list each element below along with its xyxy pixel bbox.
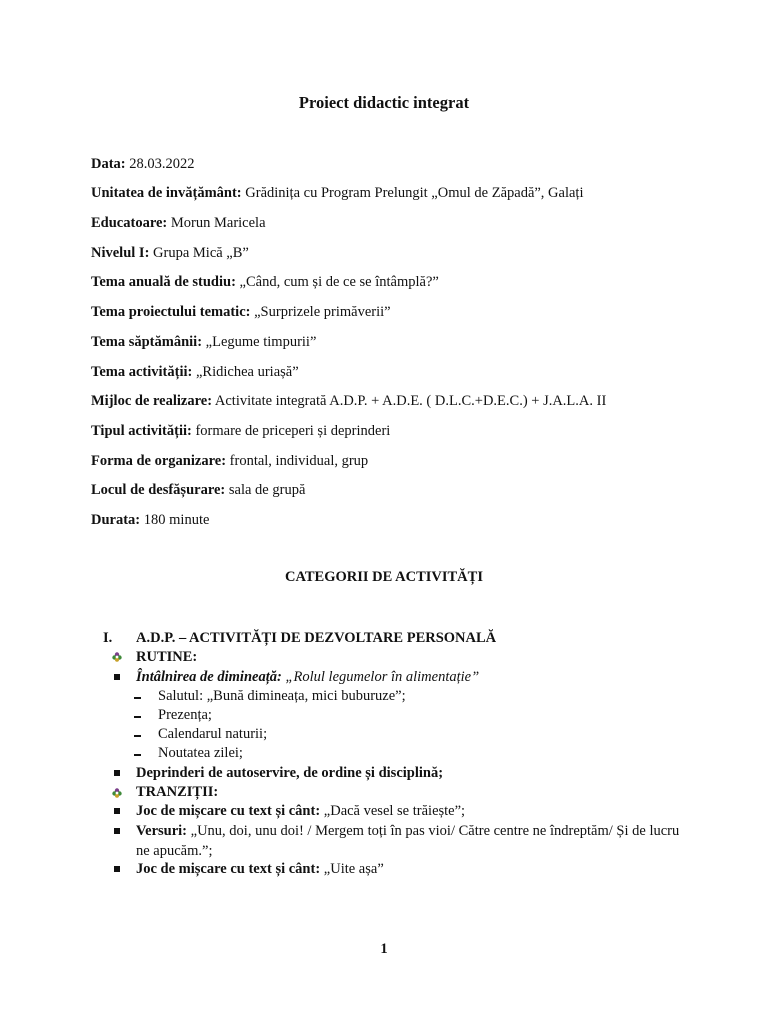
square-bullet-icon bbox=[114, 808, 120, 814]
field-tema-proiectului: Tema proiectului tematic: „Surprizele primăverii” bbox=[91, 304, 391, 320]
dash-bullet-icon bbox=[134, 697, 141, 699]
dash-bullet-icon bbox=[134, 716, 141, 718]
flower-bullet-icon bbox=[112, 788, 122, 798]
field-data: Data: 28.03.2022 bbox=[91, 156, 195, 172]
document-title: Proiect didactic integrat bbox=[298, 93, 470, 112]
sub-item-noutatea: Noutatea zilei; bbox=[158, 745, 243, 761]
field-unitatea: Unitatea de invățământ: Grădinița cu Program Prelungit „Omul de Zăpadă”, Galați bbox=[91, 185, 584, 201]
page-number: 1 bbox=[380, 941, 388, 957]
field-tema-saptamanii: Tema săptămânii: „Legume timpurii” bbox=[91, 334, 317, 350]
field-tema-anuala: Tema anuală de studiu: „Când, cum și de ce se întâmplă?” bbox=[91, 274, 439, 290]
field-mijloc: Mijloc de realizare: Activitate integrată A.D.P. + A.D.E. ( D.L.C.+D.E.C.) + J.A.L.A. II bbox=[91, 393, 607, 409]
field-durata: Durata: 180 minute bbox=[91, 512, 210, 528]
flower-bullet-icon bbox=[112, 652, 122, 662]
square-bullet-icon bbox=[114, 866, 120, 872]
field-tipul: Tipul activității: formare de priceperi și deprinderi bbox=[91, 423, 391, 439]
field-nivelul: Nivelul I: Grupa Mică „B” bbox=[91, 245, 249, 261]
square-bullet-icon bbox=[114, 770, 120, 776]
list-item-joc-2: Joc de mișcare cu text și cânt: „Uite așa” bbox=[136, 861, 384, 877]
sub-item-calendarul: Calendarul naturii; bbox=[158, 726, 268, 742]
field-tema-activitatii: Tema activității: „Ridichea uriașă” bbox=[91, 364, 299, 380]
field-forma: Forma de organizare: frontal, individual, grup bbox=[91, 453, 369, 469]
sub-item-prezenta: Prezența; bbox=[158, 707, 212, 723]
section-heading: CATEGORII DE ACTIVITĂȚI bbox=[285, 569, 483, 585]
list-item-intalnirea: Întâlnirea de dimineață: „Rolul legumelor în alimentație” bbox=[136, 669, 480, 685]
tranzitii-heading: TRANZIȚII: bbox=[136, 784, 219, 800]
field-educatoare: Educatoare: Morun Maricela bbox=[91, 215, 266, 231]
section-title: A.D.P. – ACTIVITĂȚI DE DEZVOLTARE PERSONALĂ bbox=[136, 630, 497, 646]
square-bullet-icon bbox=[114, 828, 120, 834]
field-locul: Locul de desfășurare: sala de grupă bbox=[91, 482, 306, 498]
list-item-deprinderi: Deprinderi de autoservire, de ordine și disciplină; bbox=[136, 765, 444, 781]
section-numeral: I. bbox=[103, 630, 113, 646]
list-item-versuri: Versuri: „Unu, doi, unu doi! / Mergem toți în pas vioi/ Către centre ne îndreptăm/ Și de lucru ne apucăm.”; bbox=[136, 823, 680, 859]
rutine-heading: RUTINE: bbox=[136, 649, 198, 665]
list-item-joc-1: Joc de mișcare cu text și cânt: „Dacă vesel se trăiește”; bbox=[136, 803, 466, 819]
dash-bullet-icon bbox=[134, 735, 141, 737]
sub-item-salutul: Salutul: „Bună dimineața, mici buburuze”; bbox=[158, 688, 406, 704]
square-bullet-icon bbox=[114, 674, 120, 680]
dash-bullet-icon bbox=[134, 754, 141, 756]
